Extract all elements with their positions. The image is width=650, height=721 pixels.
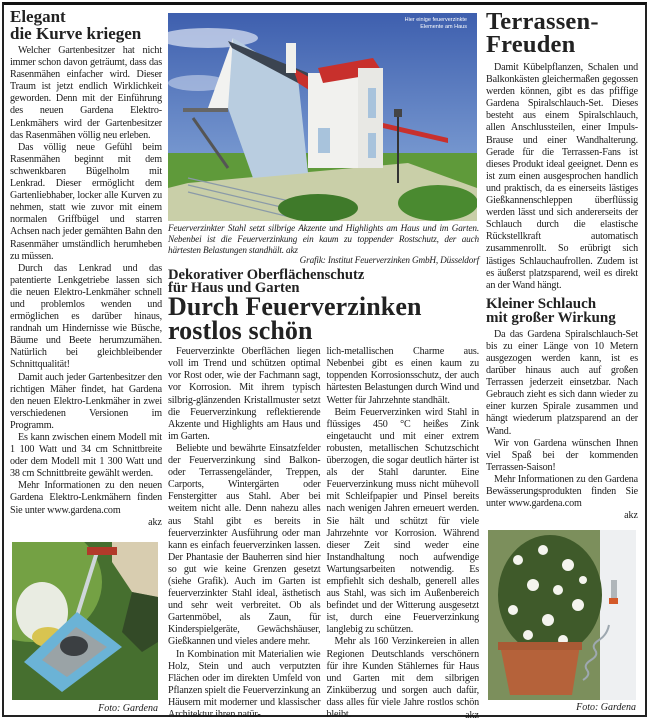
paragraph: Mehr als 160 Verzinkereien in allen Regionen Deutschlands verschönern für ihre Kunden Stählernes für Haus und Garten mit dem silbrigen Zinküberzug und sorgen auch dafür, dass alles für viele Jahre rostlos schön bleibt. [326, 636, 479, 720]
signature: akz [148, 516, 162, 528]
title-line: die Kurve kriegen [10, 24, 142, 43]
graphic-caption: Feuerverzinkter Stahl setzt silbrige Akzente und Highlights am Haus und im Garten. Nebenbei ist die Feuerverzinkung ein kaum zu toppender Rostschutz, der auch härtesten Belastungen standhält. akz [168, 223, 479, 255]
signature: akz [624, 510, 638, 522]
body-column [168, 346, 321, 721]
article-headline [168, 292, 479, 345]
title-line: Freuden [486, 31, 576, 58]
paragraph: Es kann zwischen einem Modell mit 1 100 Watt und 34 cm Schnittbreite oder dem Modell mit 1 300 Watt und 38 cm Schnittbreite gewählt werden. [10, 432, 162, 480]
paragraph: lich-metallischen Charme aus. Nebenbei gibt es einen kaum zu toppenden Korrosionsschutz, der auch härtesten Belastungen durch Wind und Wetter für Jahrzehnte standhält. [326, 346, 479, 406]
article-title [486, 10, 638, 56]
graphic-credit: Grafik: Institut Feuerverzinken GmbH, Düsseldorf [299, 255, 479, 266]
graphic-label: Hier einige feuerverzinkte Elemente am Haus [404, 17, 467, 30]
article-lawnmower [10, 8, 162, 528]
kicker-line: für Haus und Garten [168, 280, 300, 297]
paragraph: Damit Kübelpflanzen, Schalen und Balkonkästen gleichermaßen gegossen werden können, gibt es das pfiffige Gardena Spiralschlauch-Set. Dieses besteht aus einem Spiralschlauch, allen Anschlussteilen, einer Impuls-Brause und einer Wandhalterung. Gerade für die Terrassen-Fans ist dieses Produkt ideal geeignet. Denn es ist zum einen ausgesprochen handlich und praktisch, da es einerseits lästiges Gießkannenschleppen überflüssig werden lässt und sich andererseits der Schlauch durch die elastische Rückstellkraft automatisch zusammenrollt. So erübrigt sich lästiges Schlauchaufrollen. Zudem ist es äußerst platzsparend, weil es direkt an der Wand hängt. [486, 62, 638, 291]
lawnmower-photo [12, 542, 158, 700]
house-illustration [168, 13, 477, 221]
paragraph: Beim Feuerverzinken wird Stahl in flüssiges 450 °C heißes Zink eingetaucht und mit einer extrem robusten, metallischen Schutzschicht überzogen, die sogar deutlich härter ist als der Stahl darunter. Eine Feuerverzinkung muss nicht mühevoll mit Schleifpapier und Pinsel bereits nach wenigen Jahren erneuert werden. Sie hält und schützt für viele Jahrzehnte vor Korrosion. Während dieser Zeit sind weder eine Instandhaltung noch aufwendige Wartungsarbeiten notwendig. Es empfiehlt sich deshalb, generell alles aus Stahl, was sich im Außenbereich befindet und der Witterung ausgesetzt ist, durch eine Feuerverzinkung langlebig zu schützen. [326, 406, 479, 636]
lawnmower-photo-block [12, 542, 162, 715]
article-subtitle [486, 297, 638, 326]
photo-credit: Foto: Gardena [98, 703, 158, 714]
paragraph: Mehr Informationen zu den Gardena Bewässerungsprodukten finden Sie unter www.gardena.com [486, 473, 638, 510]
article-body [168, 346, 479, 721]
subtitle-line: mit großer Wirkung [486, 310, 616, 327]
body-column [327, 346, 480, 721]
kicker-line: Dekorativer Oberflächenschutz [168, 267, 365, 284]
paragraph: Durch das Lenkrad und das patentierte Lenkgetriebe lassen sich die neuen Elektro-Lenkmäher schnell und problemlos wenden und ermöglichen es darüber hinaus, randnah um Hindernisse wie Büsche, Bäume und Beete herumzumähen. Natürlich bei gleichbleibender Schnittqualität! [10, 262, 162, 371]
house-graphic [168, 13, 477, 221]
paragraph: Da das Gardena Spiralschlauch-Set bis zu einer Länge von 10 Metern ausgezogen werden kann, ist es darüber hinaus auch auf großen Terrassen jederzeit einsetzbar. Nach Gebrauch zieht es sich dann wieder zu einer kurzen Spirale zusammen und hängt wiederum platzsparend an der Wand. [486, 328, 638, 437]
paragraph: Das völlig neue Gefühl beim Rasenmähen beginnt mit dem schwenkbaren Bügelholm mit Lenkrad. Dieser ermöglicht dem Gartenliebhaber, locker alle Kurven zu nehmen, statt wie zuvor mit einem normalen Griffbügel und starren Achsen nach jeder gemähten Bahn den Rasenmäher umständlich herumheben zu müssen. [10, 141, 162, 262]
headline-line: rostlos schön [168, 315, 313, 345]
title-line: Terrassen- [486, 8, 599, 35]
headline-line: Durch Feuerverzinken [168, 292, 422, 322]
paragraph: In Kombination mit Materialien wie Holz, Stein und auch verputzten Flächen oder im direkten Umfeld von Pflanzen spielt die Feuerverzinkung an Häusern mit moderner und klassischer Architektur ihren natür- [168, 648, 321, 720]
paragraph: Welcher Gartenbesitzer hat nicht immer schon davon geträumt, dass das Rasenmähen einfacher wird. Dieser Traum ist jetzt endlich Wirklichkeit geworden. Denn mit der Einführung des neuen Gardena Elektro-Lenkmähers wird der Gartenbesitzer das Rasenmähen völlig neu erleben. [10, 45, 162, 141]
lawnmower-illustration [12, 542, 158, 700]
paragraph: Mehr Informationen zu den neuen Gardena Elektro-Lenkmähern finden Sie unter www.gardena.com [10, 480, 162, 516]
hose-photo [488, 530, 636, 700]
paragraph: Beliebte und bewährte Einsatzfelder der Feuerverzinkung sind Balkon- oder Terrassengeländer, Treppen, Carports, Wintergärten oder Fenstergitter aus Stahl. Aber bei weitem nicht alle. Denn nahezu alles aus Stahl gibt es bereits in feuerverzinkter Ausführung oder man kann es einfach feuerverzinken lassen. Der Phantasie der Bauherren sind hier so gut wie keine Grenzen gesetzt (siehe Grafik). Auch im Garten ist feuerverzinkter Stahl ideal, ästhetisch und sehr weit verbreitet. Ob als Gartenmöbel, als Zaun, für Kinderspielgeräte, Gewächshäuser, Gießkannen und vieles andere mehr. [168, 442, 321, 648]
plant-pot-illustration [488, 530, 636, 700]
article-galvanizing [168, 13, 479, 721]
paragraph: Feuerverzinkte Oberflächen liegen voll im Trend und schützen optimal vor Rost oder, wie der Fachmann sagt, vor Korrosion. Mit ihrem typisch silbrig-glänzenden Kristallmuster setzt die Feuerverzinkung reflektierende Akzente und Highlights am Haus und im Garten. [168, 346, 321, 442]
article-title [10, 8, 162, 42]
paragraph: Damit auch jeder Gartenbesitzer den richtigen Mäher findet, hat Gardena den neuen Elektro-Lenkmäher in zwei verschiedenen Versionen im Programm. [10, 371, 162, 431]
hose-photo-block [488, 530, 638, 714]
subtitle-line: Kleiner Schlauch [486, 295, 597, 312]
paragraph: Wir von Gardena wünschen Ihnen viel Spaß bei der kommenden Terrassen-Saison! [486, 437, 638, 473]
signature: akz [465, 710, 479, 721]
title-line: Elegant [10, 7, 66, 26]
article-terrace [486, 8, 638, 521]
photo-credit: Foto: Gardena [576, 702, 636, 713]
